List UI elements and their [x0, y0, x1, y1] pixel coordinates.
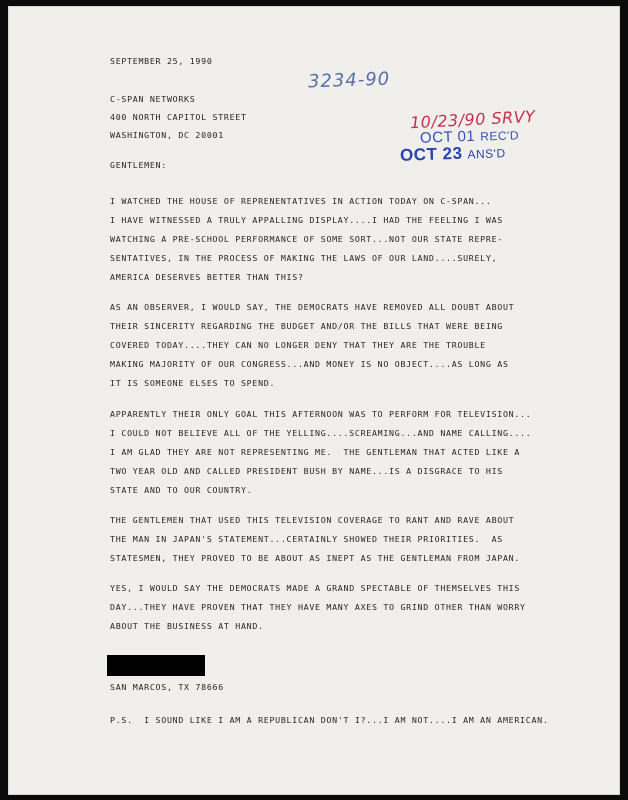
redacted-sender-name [107, 655, 205, 676]
paragraph-1 [110, 196, 503, 282]
paragraph-line: AS AN OBSERVER, I WOULD SAY, THE DEMOCRATS HAVE REMOVED ALL DOUBT ABOUT [110, 302, 515, 312]
recipient-street: 400 NORTH CAPITOL STREET [110, 112, 247, 122]
paragraph-5 [110, 583, 526, 631]
paragraph-line: THE GENTLEMEN THAT USED THIS TELEVISION COVERAGE TO RANT AND RAVE ABOUT [110, 515, 515, 525]
answered-stamp [400, 142, 506, 166]
answered-stamp-date: OCT 23 [399, 143, 463, 165]
paragraph-2 [110, 302, 515, 388]
handwritten-date-note: 10/23/90 SRVY [409, 106, 536, 133]
letter-date: SEPTEMBER 25, 1990 [110, 56, 213, 66]
paragraph-line: IT IS SOMEONE ELSES TO SPEND. [110, 378, 276, 388]
paragraph-line: ABOUT THE BUSINESS AT HAND. [110, 621, 264, 631]
paragraph-line: TWO YEAR OLD AND CALLED PRESIDENT BUSH BY NAME...IS A DISGRACE TO HIS [110, 466, 503, 476]
paragraph-line: I WATCHED THE HOUSE OF REPRENENTATIVES IN ACTION TODAY ON C-SPAN... [110, 196, 492, 206]
paragraph-line: WATCHING A PRE-SCHOOL PERFORMANCE OF SOME SORT...NOT OUR STATE REPRE- [110, 234, 503, 244]
postscript: P.S. I SOUND LIKE I AM A REPUBLICAN DON'T I?...I AM NOT....I AM AN AMERICAN. [110, 715, 549, 725]
paragraph-line: I AM GLAD THEY ARE NOT REPRESENTING ME. THE GENTLEMAN THAT ACTED LIKE A [110, 447, 521, 457]
recipient-name: C-SPAN NETWORKS [110, 94, 196, 104]
salutation: GENTLEMEN: [110, 160, 167, 170]
paragraph-line: THE MAN IN JAPAN'S STATEMENT...CERTAINLY SHOWED THEIR PRIORITIES. AS [110, 534, 503, 544]
answered-stamp-label: ANS'D [467, 146, 506, 162]
received-stamp-label: REC'D [479, 128, 520, 144]
recipient-city: WASHINGTON, DC 20001 [110, 130, 224, 140]
paragraph-line: DAY...THEY HAVE PROVEN THAT THEY HAVE MANY AXES TO GRIND OTHER THAN WORRY [110, 602, 526, 612]
paragraph-line: APPARENTLY THEIR ONLY GOAL THIS AFTERNOON WAS TO PERFORM FOR TELEVISION... [110, 409, 532, 419]
paragraph-line: I HAVE WITNESSED A TRULY APPALLING DISPLAY....I HAD THE FEELING I WAS [110, 215, 503, 225]
paragraph-line: COVERED TODAY....THEY CAN NO LONGER DENY THAT THEY ARE THE TROUBLE [110, 340, 486, 350]
received-stamp-date: OCT 01 [419, 127, 476, 147]
paragraph-3 [110, 409, 532, 495]
paragraph-line: YES, I WOULD SAY THE DEMOCRATS MADE A GRAND SPECTABLE OF THEMSELVES THIS [110, 583, 521, 593]
paragraph-4 [110, 515, 521, 563]
paragraph-line: STATE AND TO OUR COUNTRY. [110, 485, 253, 495]
letter-page [8, 6, 620, 795]
paragraph-line: I COULD NOT BELIEVE ALL OF THE YELLING....SCREAMING...AND NAME CALLING.... [110, 428, 532, 438]
paragraph-line: STATESMEN, THEY PROVED TO BE ABOUT AS INEPT AS THE GENTLEMAN FROM JAPAN. [110, 553, 521, 563]
paragraph-line: AMERICA DESERVES BETTER THAN THIS? [110, 272, 304, 282]
paragraph-line: SENTATIVES, IN THE PROCESS OF MAKING THE LAWS OF OUR LAND....SURELY, [110, 253, 498, 263]
case-number-handwritten: 3234-90 [307, 68, 391, 93]
sender-location: SAN MARCOS, TX 78666 [110, 682, 224, 692]
paragraph-line: MAKING MAJORITY OF OUR CONGRESS...AND MONEY IS NO OBJECT....AS LONG AS [110, 359, 509, 369]
paragraph-line: THEIR SINCERITY REGARDING THE BUDGET AND/OR THE BILLS THAT WERE BEING [110, 321, 503, 331]
